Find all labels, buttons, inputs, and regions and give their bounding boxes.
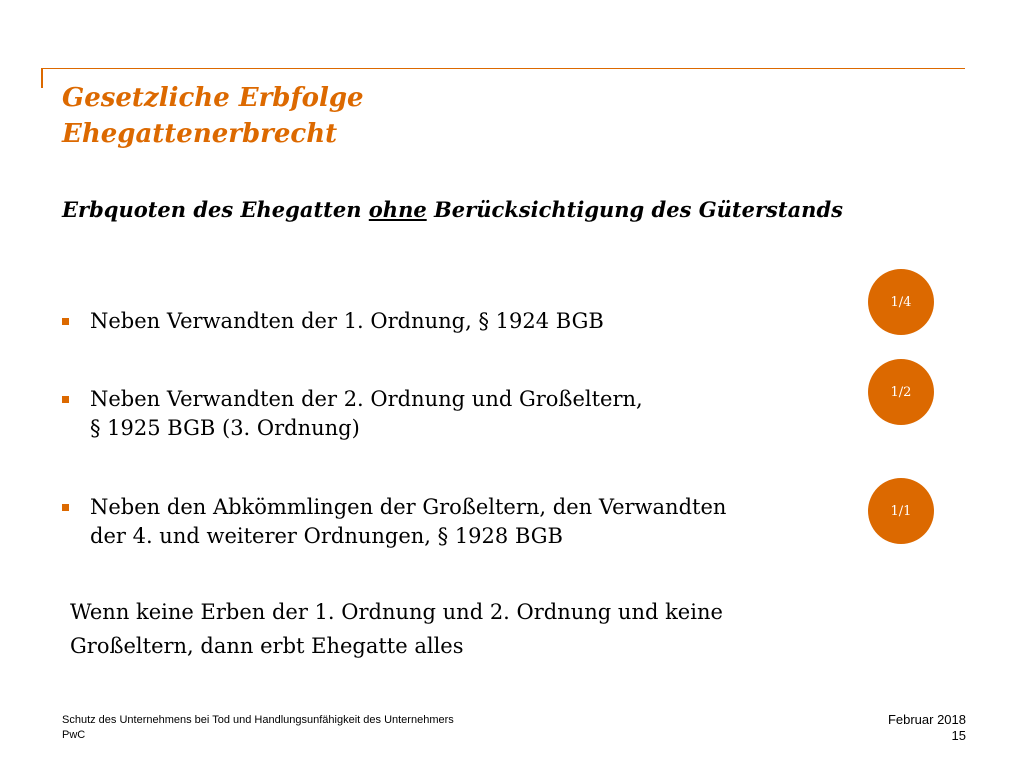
bullet-item-second-order: [62, 385, 852, 443]
bullet-text: [90, 307, 852, 336]
quota-badge-second-order: 1/2: [868, 359, 934, 425]
footer-right: [888, 712, 966, 744]
subtitle-text-after: Berücksichtigung des Güterstands: [426, 197, 843, 222]
footer-company: PwC: [62, 729, 86, 741]
footer-presentation-title: Schutz des Unternehmens bei Tod und Handlungsunfähigkeit des Unternehmers: [62, 714, 454, 726]
summary-line-1: Wenn keine Erben der 1. Ordnung und 2. Ordnung und keine: [70, 600, 723, 624]
title-line-2: Ehegattenerbrecht: [62, 119, 338, 149]
footer-date: Februar 2018: [887, 712, 966, 727]
subtitle-text-before: Erbquoten des Ehegatten: [62, 197, 369, 222]
bullet-item-first-order: [62, 307, 852, 336]
bullet-line-2: § 1925 BGB (3. Ordnung): [90, 416, 360, 440]
bullet-item-fourth-order: [62, 493, 852, 551]
header-rule-vertical: [41, 68, 43, 88]
bullet-square-icon: [62, 318, 69, 325]
bullet-line-1: Neben Verwandten der 2. Ordnung und Großeltern,: [90, 387, 643, 411]
bullet-line-2: der 4. und weiterer Ordnungen, § 1928 BGB: [90, 524, 563, 548]
quota-badge-fourth-order: 1/1: [868, 478, 934, 544]
summary-text: [70, 595, 890, 663]
bullet-text: [90, 493, 852, 551]
header-rule-horizontal: [41, 68, 965, 69]
bullet-text: [90, 385, 852, 443]
slide-title: [62, 80, 364, 152]
bullet-line-1: Neben Verwandten der 1. Ordnung, § 1924 BGB: [90, 309, 604, 333]
title-line-1: Gesetzliche Erbfolge: [62, 83, 364, 113]
bullet-line-1: Neben den Abkömmlingen der Großeltern, den Verwandten: [90, 495, 727, 519]
page-number: 15: [951, 728, 966, 743]
subtitle-underlined-word: ohne: [368, 197, 427, 222]
summary-line-2: Großeltern, dann erbt Ehegatte alles: [70, 634, 464, 658]
quota-badge-first-order: 1/4: [868, 269, 934, 335]
slide-subtitle: [62, 195, 862, 225]
bullet-square-icon: [62, 396, 69, 403]
footer-left: [62, 713, 454, 743]
bullet-square-icon: [62, 504, 69, 511]
